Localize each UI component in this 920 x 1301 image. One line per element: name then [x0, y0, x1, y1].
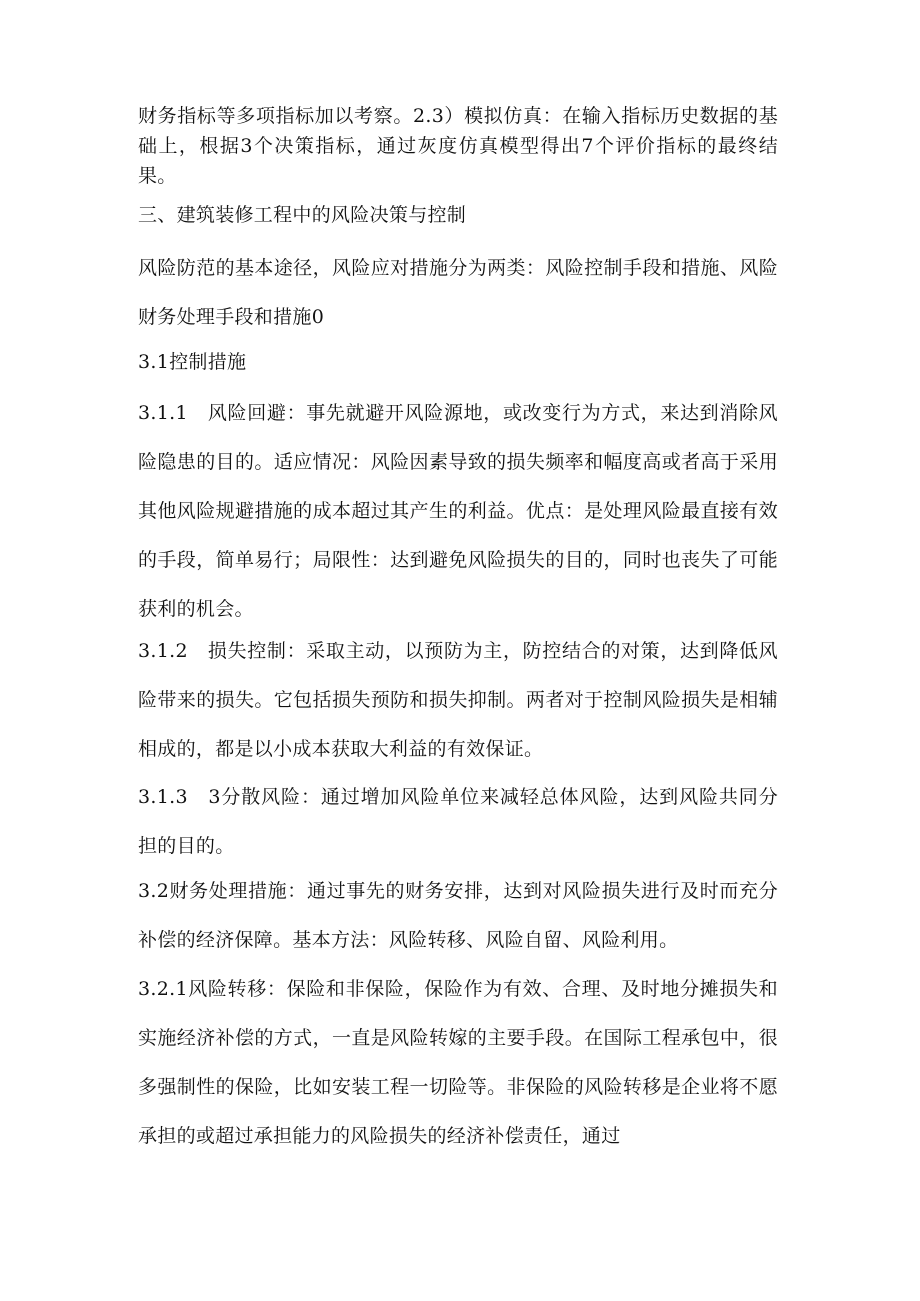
section-heading: 三、建筑装修工程中的风险决策与控制	[138, 204, 467, 226]
paragraph-loss-control: 3.1.2 损失控制：采取主动，以预防为主，防控结合的对策，达到降低风险带来的损失。它包括损失预防和损失抑制。两者对于控制风险损失是相辅相成的，都是以小成本获取大利益的有效保证。	[138, 640, 778, 760]
paragraph-risk-avoidance: 3.1.1 风险回避：事先就避开风险源地，或改变行为方式，来达到消除风险隐患的目的。适应情况：风险因素导致的损失频率和幅度高或者高于采用其他风险规避措施的成本超过其产生的利益。优点：是处理风险最直接有效的手段，简单易行；局限性：达到避免风险损失的目的，同时也丧失了可能获利的机会。	[138, 402, 778, 620]
subsection-heading-control: 3.1控制措施	[138, 351, 247, 373]
paragraph-risk-transfer: 3.2.1风险转移：保险和非保险，保险作为有效、合理、及时地分摊损失和实施经济补偿的方式，一直是风险转嫁的主要手段。在国际工程承包中，很多强制性的保险，比如安装工程一切险等。非保险的风险转移是企业将不愿承担的或超过承担能力的风险损失的经济补偿责任，通过	[138, 978, 778, 1147]
paragraph-simulation: 财务指标等多项指标加以考察。2.3）模拟仿真：在输入指标历史数据的基础上，根据3个决策指标，通过灰度仿真模型得出7个评价指标的最终结果。	[138, 105, 778, 187]
paragraph-financial-measures: 3.2财务处理措施：通过事先的财务安排，达到对风险损失进行及时而充分补偿的经济保障。基本方法：风险转移、风险自留、风险利用。	[138, 880, 778, 951]
paragraph-risk-diversification: 3.1.3 3分散风险：通过增加风险单位来减轻总体风险，达到风险共同分担的目的。	[138, 786, 778, 857]
paragraph-risk-approaches: 风险防范的基本途径，风险应对措施分为两类：风险控制手段和措施、风险财务处理手段和措施0	[138, 257, 778, 328]
